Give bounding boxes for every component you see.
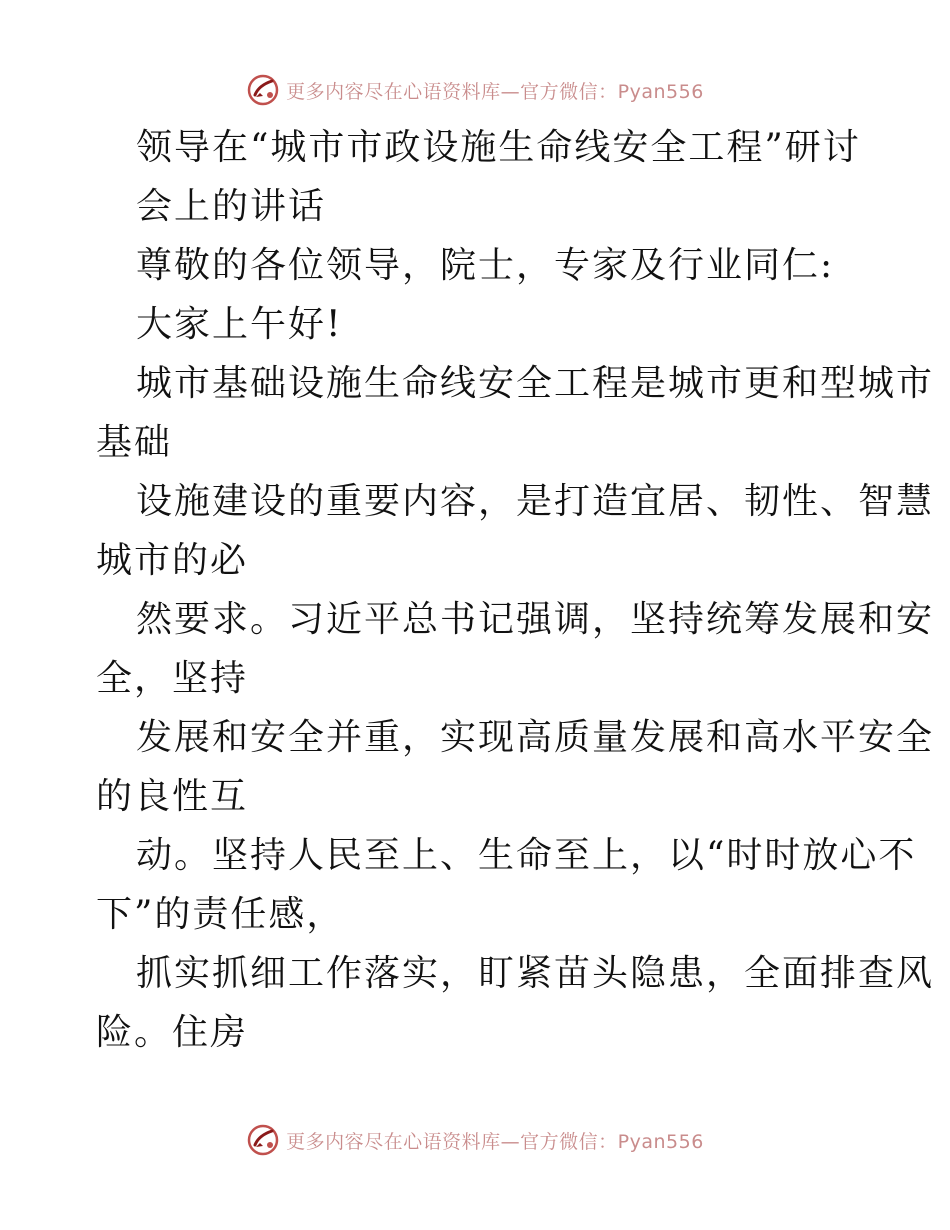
document-body [96, 118, 935, 1062]
footer-watermark [0, 1118, 950, 1162]
text-line: 城市的必 [96, 540, 249, 581]
pen-swirl-logo-icon [246, 1123, 280, 1157]
text-line: 然要求。习近平总书记强调，坚持统筹发展和安 [136, 599, 935, 640]
text-line: 大家上午好! [136, 304, 343, 345]
text-line: 会上的讲话 [136, 186, 327, 227]
text-line: 险。住房 [96, 1012, 249, 1053]
text-line: 尊敬的各位领导，院士，专家及行业同仁: [136, 245, 835, 286]
text-line: 全，坚持 [96, 658, 249, 699]
text-line: 动。坚持人民至上、生命至上，以“时时放心不 [136, 835, 917, 876]
text-line: 设施建设的重要内容，是打造宜居、韧性、智慧 [136, 481, 935, 522]
text-line: 下”的责任感， [96, 894, 345, 935]
text-line: 领导在“城市市政设施生命线安全工程”研讨 [136, 127, 861, 168]
text-line: 发展和安全并重，实现高质量发展和高水平安全 [136, 717, 935, 758]
pen-swirl-logo-icon [246, 73, 280, 107]
watermark-text: 更多内容尽在心语资料库—官方微信：Pyan556 [286, 1130, 704, 1153]
watermark-text: 更多内容尽在心语资料库—官方微信：Pyan556 [286, 80, 704, 103]
text-line: 抓实抓细工作落实，盯紧苗头隐患，全面排查风 [136, 953, 935, 994]
text-line: 的良性互 [96, 776, 249, 817]
text-line: 基础 [96, 422, 173, 463]
text-line: 城市基础设施生命线安全工程是城市更和型城市 [136, 363, 935, 404]
header-watermark [0, 68, 950, 112]
